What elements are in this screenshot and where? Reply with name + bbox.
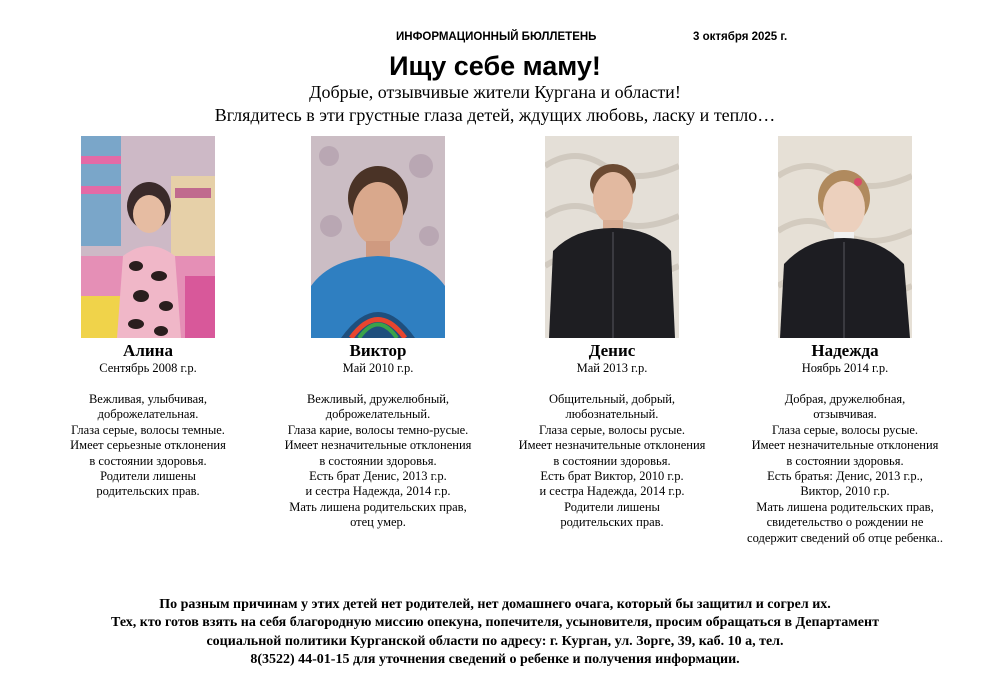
child-card-nadezhda: [730, 136, 960, 546]
description-line: Мать лишена родительских прав,: [289, 499, 467, 514]
description-line: Добрая, дружелюбная,: [784, 392, 906, 406]
description-line: родительских прав.: [560, 515, 664, 530]
portrait-girl-pink-dress-icon: [81, 136, 215, 338]
child-birthdate: Ноябрь 2014 г.р.: [801, 361, 889, 375]
description-line: свидетельство о рождении не: [766, 515, 924, 530]
child-name: Виктор: [349, 341, 407, 360]
footer-line: По разным причинам у этих детей нет родителей, нет домашнего очага, который бы защитил и согрел их.: [159, 597, 831, 612]
description-line: Есть братья: Денис, 2013 г.р.,: [767, 469, 923, 484]
description-line: отец умер.: [350, 515, 406, 530]
footer-line: социальной политики Курганской области по адресу: г. Курган, ул. Зорге, 39, каб. 10 а, тел.: [206, 633, 784, 649]
description-line: Есть брат Виктор, 2010 г.р.: [540, 469, 684, 484]
child-birthdate: Май 2010 г.р.: [342, 361, 414, 375]
child-description: [730, 392, 960, 546]
description-line: доброжелательная.: [97, 407, 199, 422]
description-line: и сестра Надежда, 2014 г.р.: [539, 484, 685, 499]
child-description: [263, 392, 493, 531]
child-description: [497, 392, 727, 531]
description-line: Глаза серые, волосы темные.: [71, 422, 225, 437]
description-line: Родители лишены: [564, 499, 660, 514]
child-name: Денис: [588, 341, 636, 360]
child-name: Надежда: [811, 341, 879, 360]
contact-footer: [0, 596, 990, 669]
child-card-alina: [33, 136, 263, 500]
child-card-viktor: [263, 136, 493, 531]
description-line: любознательный.: [565, 407, 659, 422]
description-line: в состоянии здоровья.: [786, 453, 904, 468]
description-line: в состоянии здоровья.: [553, 453, 671, 468]
bulletin-header: [0, 31, 990, 49]
bulletin-label: ИНФОРМАЦИОННЫЙ БЮЛЛЕТЕНЬ: [396, 31, 597, 43]
description-line: Родители лишены: [100, 469, 196, 484]
description-line: и сестра Надежда, 2014 г.р.: [305, 484, 451, 499]
description-line: Вежливый, дружелюбный,: [306, 392, 450, 406]
page-title: Ищу себе маму!: [389, 51, 601, 81]
intro-line: Вглядитесь в эти грустные глаза детей, ждущих любовь, ласку и тепло…: [214, 105, 776, 125]
child-birthdate: Сентябрь 2008 г.р.: [99, 361, 197, 375]
child-birthdate: Май 2013 г.р.: [576, 361, 648, 375]
description-line: Глаза серые, волосы русые.: [538, 422, 686, 437]
bulletin-date: 3 октября 2025 г.: [693, 31, 788, 43]
child-photo-alina: [81, 136, 215, 338]
description-line: Вежливая, улыбчивая,: [88, 392, 208, 406]
description-line: Имеет незначительные отклонения: [284, 438, 472, 453]
footer-line: 8(3522) 44-01-15 для уточнения сведений о ребенке и получения информации.: [250, 651, 740, 667]
description-line: Имеет серьезные отклонения: [70, 438, 226, 453]
child-description: [33, 392, 263, 500]
description-line: Общительный, добрый,: [548, 392, 676, 406]
footer-line: Тех, кто готов взять на себя благородную миссию опекуна, попечителя, усыновителя, просим обращаться в Департамент: [111, 615, 879, 631]
portrait-girl-black-jacket-icon: [778, 136, 912, 338]
description-line: Есть брат Денис, 2013 г.р.: [309, 469, 447, 484]
child-card-denis: [497, 136, 727, 531]
description-line: Имеет незначительные отклонения: [518, 438, 706, 453]
description-line: Глаза карие, волосы темно-русые.: [287, 422, 469, 437]
description-line: содержит сведений об отце ребенка..: [747, 530, 943, 545]
portrait-boy-black-jacket-icon: [545, 136, 679, 338]
intro-line: Добрые, отзывчивые жители Кургана и области!: [309, 82, 681, 102]
description-line: Имеет незначительные отклонения: [751, 438, 939, 453]
description-line: Виктор, 2010 г.р.: [800, 484, 890, 499]
description-line: Глаза серые, волосы русые.: [771, 422, 919, 437]
child-photo-viktor: [311, 136, 445, 338]
description-line: в состоянии здоровья.: [89, 453, 207, 468]
child-photo-nadezhda: [778, 136, 912, 338]
description-line: доброжелательный.: [325, 407, 431, 422]
child-name: Алина: [123, 341, 173, 360]
intro-text: [0, 81, 990, 127]
description-line: родительских прав.: [96, 484, 200, 499]
child-photo-denis: [545, 136, 679, 338]
description-line: отзывчивая.: [813, 407, 877, 422]
portrait-boy-blue-shirt-icon: [311, 136, 445, 338]
description-line: Мать лишена родительских прав,: [756, 499, 934, 514]
description-line: в состоянии здоровья.: [319, 453, 437, 468]
